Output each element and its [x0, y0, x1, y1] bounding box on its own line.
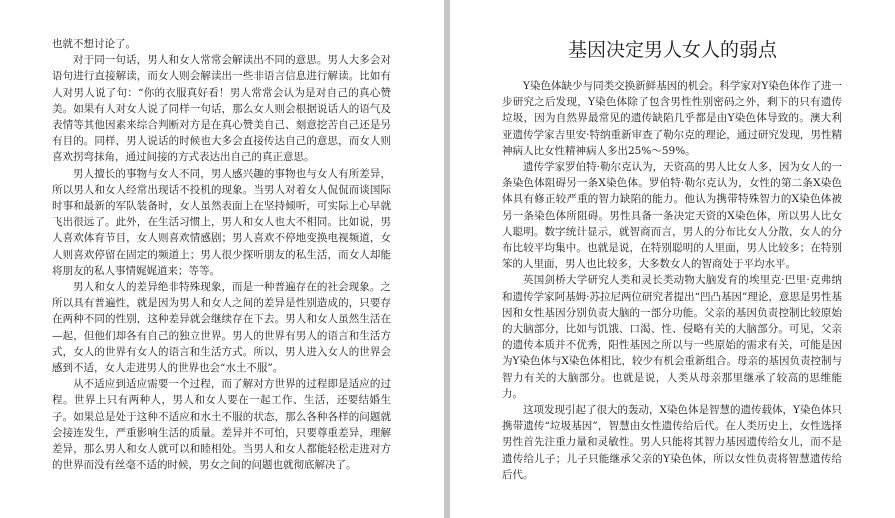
paragraph: 遗传学家罗伯特·勒尔克认为，天资高的男人比女人多，因为女人的一条染色体阻碍另一条X染色体。罗伯特·勒尔克认为，女性的第二条X染色体具有修正较严重的智力缺陷的能力。他认为携带特殊智力的X染色体被另一条染色体所阻碍。男性具备一条决定天资的X染色体，所以男人比女人聪明。数字统计显示，就智商而言，男人的分布比女人分散，女人的分布比较平均集中。也就是说，在特别聪明的人里面，男人比较多；在特别笨的人里面，男人也比较多，大多数女人的智商处于平均水平。 [502, 161, 842, 271]
paragraph: 男人擅长的事物与女人不同，男人感兴趣的事物也与女人有所差异，所以男人和女人经常出现话不投机的现象。当男人对着女人侃侃而谈国际时事和最新的军队装备时，女人虽然表面上在坚持倾听，可实际上心早就飞出很远了。此外，在生活习惯上，男人和女人也大不相同。比如说，男人喜欢体育节目，女人则喜欢情感剧；男人喜欢不停地变换电视频道，女人则喜欢停留在固定的频道上；男人很少探听朋友的私生活，而女人却能将朋友的私人事情娓娓道来；等等。 [52, 167, 391, 277]
chapter-title: 基因决定男人女人的弱点 [567, 39, 777, 61]
left-page [0, 0, 444, 518]
left-page-text [52, 36, 391, 473]
right-page [450, 0, 895, 518]
paragraph: 也就不想讨论了。 [52, 38, 136, 50]
paragraph: 这项发现引起了很大的轰动，X染色体是智慧的遗传载体，Y染色体只携带遗传“垃圾基因”，智慧由女性遗传给后代。在人类历史上，女性选择男性首先注重力量和灵敏性。男人只能将其智力基因遗传给女儿，而不是遗传给儿子；儿子只能继承父亲的Y染色体，所以女性负责将智慧遗传给后代。 [502, 404, 842, 481]
paragraph: 对于同一句话，男人和女人常常会解读出不同的意思。男人大多会对语句进行直接解读，而女人则会解读出一些非语言信息进行解读。比如有人对男人说了句：“你的衣服真好看！男人常常会认为是对自己的真心赞美。如果有人对女人说了同样一句话，那么女人则会根据说话人的语气及表情等其他因素来综合判断对方是在真心赞美自己、刻意挖苦自己还是另有目的。同样，男人说话的时候也大多会直接传达自己的意思，而女人则喜欢拐弯抹角，通过间接的方式表达出自己的真正意思。 [52, 54, 391, 164]
right-page-text [502, 78, 842, 483]
paragraph: Y染色体缺少与同类交换新鲜基因的机会。科学家对Y染色体作了进一步研究之后发现，Y染色体除了包含男性性别密码之外，剩下的只有遗传垃圾，因为自然界最常见的遗传缺陷几乎都是由Y染色体导致的。澳大利亚遗传学家吉里安·特纳重新审查了勒尔克的理论，通过研究发现，男性精神病人比女性精神病人多出25%～59%。 [502, 80, 842, 157]
paragraph: 男人和女人的差异绝非特殊现象，而是一种普遍存在的社会现象。之所以具有普遍性，就是因为男人和女人之间的差异是性别造成的，只要存在两种不同的性别，这种差异就会继续存在下去。男人和女人虽然生活在—起，但他们却各有自己的独立世界。男人的世界有男人的语言和生活方式，女人的世界有女人的语言和生活方式。所以，男人进入女人的世界会感到不适，女人走进男人的世界也会“水土不服”。 [52, 281, 391, 375]
paragraph: 从不适应到适应需要一个过程，而了解对方世界的过程即是适应的过程。世界上只有两种人，男人和女人要在一起工作、生活，还要结婚生子。如果总是处于这种不适应和水土不服的状态，那么各种各样的问题就会接连发生，严重影响生活的质量。差异并不可怕，只要尊重差异，理解差异，那么男人和女人就可以和睦相处。当男人和女人都能轻松走进对方的世界而没有丝毫不适的时候，男女之间的问题也就彻底解决了。 [52, 378, 391, 472]
paragraph: 英国剑桥大学研究人类和灵长类动物大脑发育的埃里克·巴里·克弗纳和遗传学家阿基姆·苏拉尼两位研究者提出“凹凸基因”理论，意思是男性基因和女性基因分别负责大脑的一部分功能。父亲的基因负责控制比较原始的大脑部分，比如与饥饿、口渴、性、侵略有关的大脑部分。可见，父亲的遗传本质并不优秀，阳性基因之所以与一些原始的需求有关，可能是因为Y染色体与X染色体相比，较少有机会重新组合。母亲的基因负责控制与智力有关的大脑部分。也就是说，人类从母亲那里继承了较高的思维能力。 [502, 274, 842, 400]
